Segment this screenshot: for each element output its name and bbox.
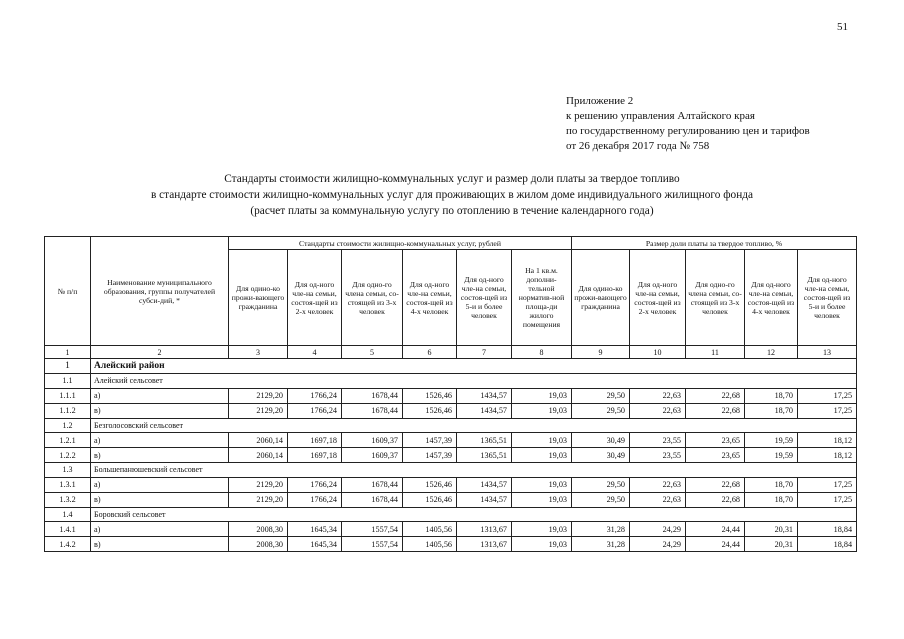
standard-value: 1645,34 xyxy=(288,537,342,552)
row-code: 1.4.1 xyxy=(45,522,91,537)
settlement-row xyxy=(45,507,857,522)
standard-value: 1365,51 xyxy=(457,448,512,463)
share-value: 18,12 xyxy=(798,448,857,463)
column-index: 8 xyxy=(512,346,572,359)
column-index: 9 xyxy=(572,346,630,359)
share-value: 17,25 xyxy=(798,477,857,492)
column-index: 2 xyxy=(91,346,229,359)
share-value: 30,49 xyxy=(572,448,630,463)
share-value: 22,63 xyxy=(630,388,686,403)
appendix-line: Приложение 2 xyxy=(566,95,634,107)
standard-value: 1526,46 xyxy=(403,492,457,507)
share-value: 24,29 xyxy=(630,522,686,537)
recipient-group: в) xyxy=(91,492,229,507)
standard-value: 1766,24 xyxy=(288,388,342,403)
standard-value: 1645,34 xyxy=(288,522,342,537)
header-num: № п/п xyxy=(45,237,91,346)
row-code: 1.2.2 xyxy=(45,448,91,463)
column-index: 5 xyxy=(342,346,403,359)
standard-value: 1434,57 xyxy=(457,492,512,507)
row-code: 1.1.1 xyxy=(45,388,91,403)
standard-value: 19,03 xyxy=(512,403,572,418)
appendix-line: к решению управления Алтайского края xyxy=(566,110,755,122)
table-row xyxy=(45,433,857,448)
column-index: 11 xyxy=(686,346,745,359)
standard-value: 1766,24 xyxy=(288,477,342,492)
recipient-group: а) xyxy=(91,388,229,403)
standard-value: 1766,24 xyxy=(288,403,342,418)
row-code: 1.4 xyxy=(45,507,91,522)
share-value: 22,68 xyxy=(686,388,745,403)
header-group-standards: Стандарты стоимости жилищно-коммунальных услуг, рублей xyxy=(229,237,572,250)
standard-value: 1434,57 xyxy=(457,403,512,418)
header-standard-col: Для одно-го члена семьи, со-стоящей из 3-х человек xyxy=(342,250,403,346)
standard-value: 2129,20 xyxy=(229,492,288,507)
settlement-name: Алейский сельсовет xyxy=(91,374,857,389)
standard-value: 1609,37 xyxy=(342,448,403,463)
page-number: 51 xyxy=(837,21,848,33)
column-index: 1 xyxy=(45,346,91,359)
standard-value: 2129,20 xyxy=(229,388,288,403)
standard-value: 2060,14 xyxy=(229,433,288,448)
column-index: 6 xyxy=(403,346,457,359)
row-code: 1.2 xyxy=(45,418,91,433)
standard-value: 19,03 xyxy=(512,388,572,403)
standard-value: 19,03 xyxy=(512,537,572,552)
standard-value: 2060,14 xyxy=(229,448,288,463)
row-code: 1.3 xyxy=(45,463,91,478)
table-row xyxy=(45,492,857,507)
share-value: 29,50 xyxy=(572,388,630,403)
table-body xyxy=(45,346,857,552)
document-title xyxy=(0,171,904,219)
share-value: 23,55 xyxy=(630,433,686,448)
share-value: 24,29 xyxy=(630,537,686,552)
standard-value: 1697,18 xyxy=(288,448,342,463)
share-value: 18,84 xyxy=(798,522,857,537)
share-value: 29,50 xyxy=(572,492,630,507)
share-value: 17,25 xyxy=(798,492,857,507)
standard-value: 19,03 xyxy=(512,448,572,463)
column-index: 10 xyxy=(630,346,686,359)
share-value: 29,50 xyxy=(572,477,630,492)
share-value: 22,68 xyxy=(686,403,745,418)
share-value: 17,25 xyxy=(798,403,857,418)
standard-value: 1434,57 xyxy=(457,388,512,403)
recipient-group: а) xyxy=(91,433,229,448)
title-line: Стандарты стоимости жилищно-коммунальных услуг и размер доли платы за твердое топливо xyxy=(224,173,680,185)
settlement-row xyxy=(45,374,857,389)
standard-value: 2129,20 xyxy=(229,477,288,492)
share-value: 20,31 xyxy=(745,537,798,552)
header-share-col: Для од-ного чле-на семьи, состоя-щей из 4-х человек xyxy=(745,250,798,346)
share-value: 18,70 xyxy=(745,477,798,492)
share-value: 23,65 xyxy=(686,433,745,448)
standard-value: 1678,44 xyxy=(342,492,403,507)
recipient-group: а) xyxy=(91,522,229,537)
table-row xyxy=(45,537,857,552)
standard-value: 2129,20 xyxy=(229,403,288,418)
row-code: 1.3.1 xyxy=(45,477,91,492)
standard-value: 1434,57 xyxy=(457,477,512,492)
standard-value: 1526,46 xyxy=(403,477,457,492)
table-row xyxy=(45,403,857,418)
standard-value: 1313,67 xyxy=(457,537,512,552)
standard-value: 1405,56 xyxy=(403,522,457,537)
standard-value: 2008,30 xyxy=(229,537,288,552)
standard-value: 1457,39 xyxy=(403,448,457,463)
appendix-line: от 26 декабря 2017 года № 758 xyxy=(566,140,710,152)
standard-value: 19,03 xyxy=(512,492,572,507)
standard-value: 1766,24 xyxy=(288,492,342,507)
standard-value: 1557,54 xyxy=(342,537,403,552)
header-name: Наименование муниципального образования, группы получателей субси-дий, * xyxy=(91,237,229,346)
share-value: 18,70 xyxy=(745,403,798,418)
standard-value: 1678,44 xyxy=(342,403,403,418)
standard-value: 1457,39 xyxy=(403,433,457,448)
settlement-row xyxy=(45,463,857,478)
row-code: 1.2.1 xyxy=(45,433,91,448)
recipient-group: в) xyxy=(91,448,229,463)
standard-value: 1313,67 xyxy=(457,522,512,537)
standard-value: 1526,46 xyxy=(403,403,457,418)
share-value: 19,59 xyxy=(745,433,798,448)
standard-value: 1678,44 xyxy=(342,477,403,492)
column-index: 13 xyxy=(798,346,857,359)
header-standard-col: Для од-ного чле-на семьи, состоя-щей из 2-х человек xyxy=(288,250,342,346)
header-standard-col: Для од-ного чле-на семьи, состоя-щей из 4-х человек xyxy=(403,250,457,346)
row-code: 1.1 xyxy=(45,374,91,389)
standard-value: 19,03 xyxy=(512,433,572,448)
row-code: 1.3.2 xyxy=(45,492,91,507)
standard-value: 1405,56 xyxy=(403,537,457,552)
settlement-name: Большепанюшевский сельсовет xyxy=(91,463,857,478)
table-row xyxy=(45,448,857,463)
standard-value: 1678,44 xyxy=(342,388,403,403)
title-line: (расчет платы за коммунальную услугу по отоплению в течение календарного года) xyxy=(250,205,654,217)
share-value: 23,65 xyxy=(686,448,745,463)
row-code: 1.4.2 xyxy=(45,537,91,552)
header-share-col: Для од-ного чле-на семьи, состоя-щей из 2-х человек xyxy=(630,250,686,346)
share-value: 29,50 xyxy=(572,403,630,418)
share-value: 19,59 xyxy=(745,448,798,463)
standard-value: 1557,54 xyxy=(342,522,403,537)
region-name: Алейский район xyxy=(91,359,857,374)
standard-value: 1365,51 xyxy=(457,433,512,448)
table-header xyxy=(45,237,857,346)
share-value: 22,63 xyxy=(630,492,686,507)
standard-value: 19,03 xyxy=(512,522,572,537)
header-share-col: Для одино-ко прожи-вающего гражданина xyxy=(572,250,630,346)
table-row xyxy=(45,522,857,537)
header-standard-col: Для одино-ко прожи-вающего гражданина xyxy=(229,250,288,346)
recipient-group: а) xyxy=(91,477,229,492)
column-index: 3 xyxy=(229,346,288,359)
share-value: 24,44 xyxy=(686,537,745,552)
row-code: 1 xyxy=(45,359,91,374)
header-group-share: Размер доли платы за твердое топливо, % xyxy=(572,237,857,250)
share-value: 31,28 xyxy=(572,522,630,537)
region-row xyxy=(45,359,857,374)
appendix-line: по государственному регулированию цен и тарифов xyxy=(566,125,810,137)
share-value: 18,70 xyxy=(745,492,798,507)
header-standard-col: На 1 кв.м. дополни-тельной норматив-ной площа-ди жилого помещения xyxy=(512,250,572,346)
column-index: 4 xyxy=(288,346,342,359)
table-row xyxy=(45,388,857,403)
share-value: 22,68 xyxy=(686,477,745,492)
column-index: 7 xyxy=(457,346,512,359)
share-value: 22,63 xyxy=(630,477,686,492)
column-index-row xyxy=(45,346,857,359)
standard-value: 2008,30 xyxy=(229,522,288,537)
share-value: 18,70 xyxy=(745,388,798,403)
share-value: 20,31 xyxy=(745,522,798,537)
standards-table-wrap xyxy=(44,236,856,552)
standard-value: 1526,46 xyxy=(403,388,457,403)
share-value: 22,68 xyxy=(686,492,745,507)
title-line: в стандарте стоимости жилищно-коммунальных услуг для проживающих в жилом доме индивидуального жилищного фонда xyxy=(150,189,754,201)
settlement-name: Безголосовский сельсовет xyxy=(91,418,857,433)
share-value: 18,84 xyxy=(798,537,857,552)
settlement-name: Боровский сельсовет xyxy=(91,507,857,522)
share-value: 18,12 xyxy=(798,433,857,448)
appendix-block xyxy=(566,94,810,154)
share-value: 24,44 xyxy=(686,522,745,537)
header-standard-col: Для од-ного чле-на семьи, состоя-щей из 5-и и более человек xyxy=(457,250,512,346)
table-row xyxy=(45,477,857,492)
standard-value: 19,03 xyxy=(512,477,572,492)
standards-table xyxy=(44,236,857,552)
standard-value: 1697,18 xyxy=(288,433,342,448)
header-share-col: Для од-ного чле-на семьи, состоя-щей из 5-и и более человек xyxy=(798,250,857,346)
recipient-group: в) xyxy=(91,537,229,552)
column-index: 12 xyxy=(745,346,798,359)
share-value: 30,49 xyxy=(572,433,630,448)
row-code: 1.1.2 xyxy=(45,403,91,418)
share-value: 31,28 xyxy=(572,537,630,552)
settlement-row xyxy=(45,418,857,433)
share-value: 22,63 xyxy=(630,403,686,418)
share-value: 23,55 xyxy=(630,448,686,463)
standard-value: 1609,37 xyxy=(342,433,403,448)
share-value: 17,25 xyxy=(798,388,857,403)
recipient-group: в) xyxy=(91,403,229,418)
header-share-col: Для одно-го члена семьи, со-стоящей из 3-х человек xyxy=(686,250,745,346)
